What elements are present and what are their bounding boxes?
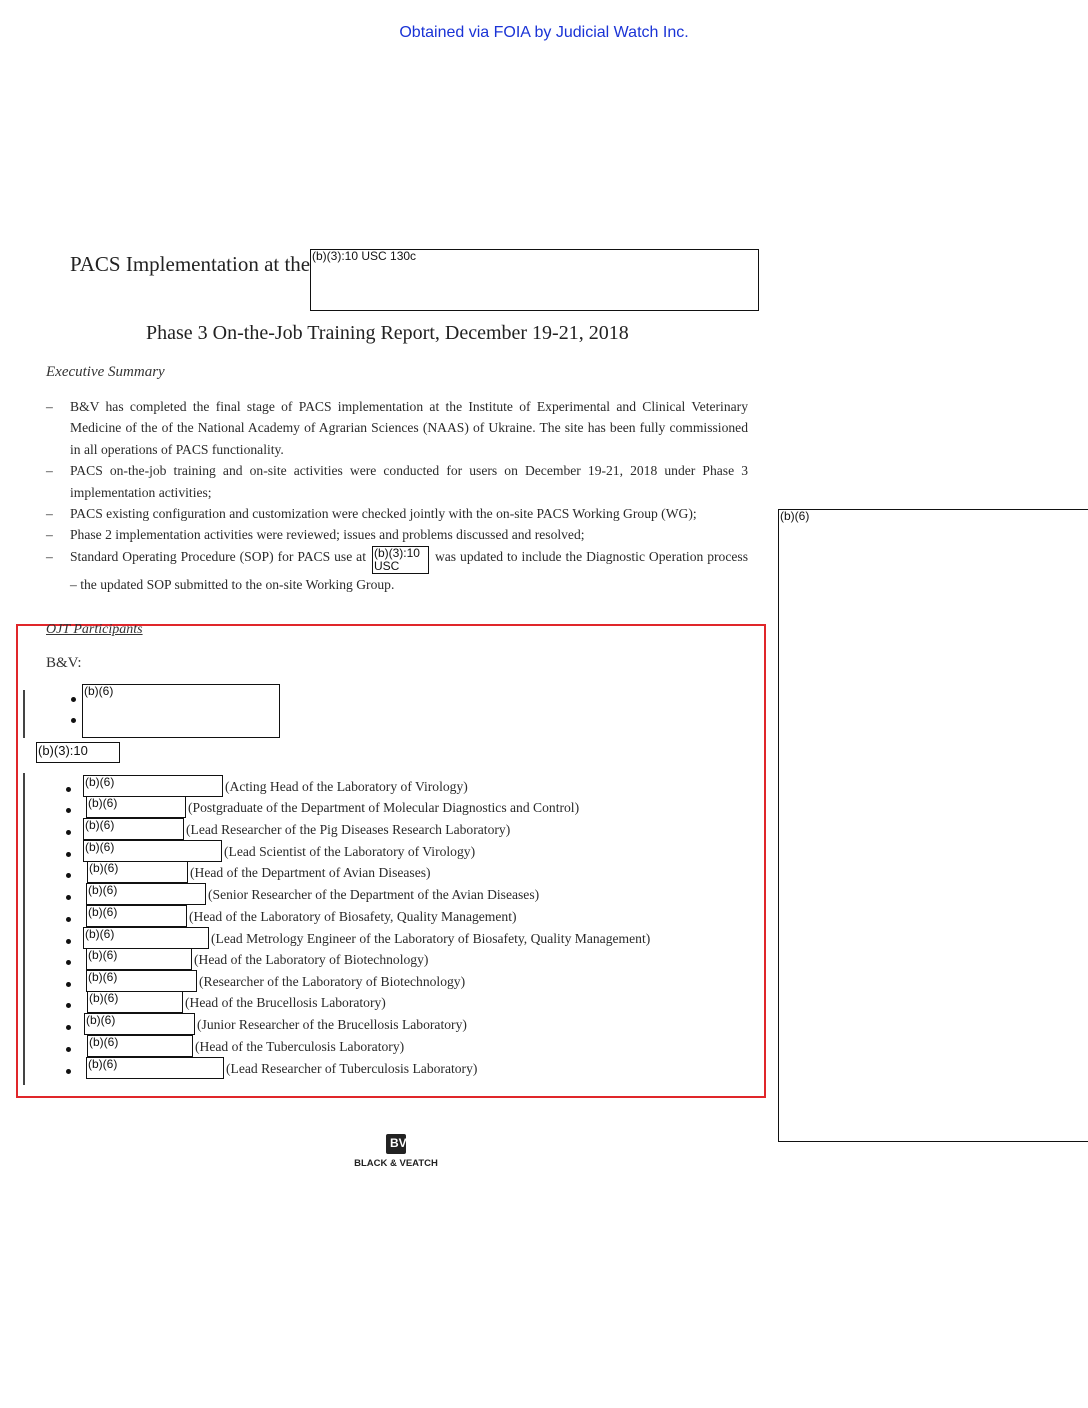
participant-role: (Postgraduate of the Department of Molecular Diagnostics and Control) xyxy=(188,800,580,815)
bullet-dot xyxy=(66,808,71,813)
participant-role: (Head of the Laboratory of Biotechnology) xyxy=(194,952,429,967)
bullet-dot xyxy=(66,830,71,835)
site-name-redaction: (b)(3):10 xyxy=(36,742,120,763)
participant-name-redaction: (b)(6) xyxy=(84,1013,195,1035)
bullet-dot xyxy=(66,873,71,878)
margin-line xyxy=(23,773,25,1085)
participant-name-redaction: (b)(6) xyxy=(86,883,206,905)
participant-role: (Researcher of the Laboratory of Biotechnology) xyxy=(199,974,466,989)
summary-bullet: – PACS on-the-job training and on-site activities were conducted for users on December 19-21, 2018 under Phase 3 implementation activities; xyxy=(46,463,748,500)
bv-participants-redaction: (b)(6) xyxy=(82,684,280,738)
participant-name-redaction: (b)(6) xyxy=(83,840,222,862)
participants-heading: OJT Participants xyxy=(46,622,143,637)
bullet-dot xyxy=(66,917,71,922)
participant-name-redaction: (b)(6) xyxy=(87,1035,193,1057)
bullet-dot xyxy=(66,852,71,857)
logo-mark: BV xyxy=(386,1134,406,1154)
bullet-dot xyxy=(66,787,71,792)
summary-bullet: – B&V has completed the final stage of PACS implementation at the Institute of Experimental and Clinical Veterinary Medicine of the of the National Academy of Agrarian Sciences (NAAS) of Ukraine. The site has been fully commissioned in all operations of PACS functionality. xyxy=(46,399,748,457)
margin-line xyxy=(23,690,25,738)
participant-name-redaction: (b)(6) xyxy=(86,970,197,992)
participant-role: (Senior Researcher of the Department of the Avian Diseases) xyxy=(208,887,540,902)
participant-name-redaction: (b)(6) xyxy=(83,927,209,949)
participant-role: (Lead Researcher of the Pig Diseases Research Laboratory) xyxy=(186,822,511,837)
participant-role: (Lead Metrology Engineer of the Laboratory of Biosafety, Quality Management) xyxy=(211,931,651,946)
bullet-dot xyxy=(66,939,71,944)
side-redaction: (b)(6) xyxy=(778,509,1088,1142)
participant-name-redaction: (b)(6) xyxy=(86,948,192,970)
foia-notice: Obtained via FOIA by Judicial Watch Inc. xyxy=(399,24,689,41)
bullet-dot xyxy=(66,895,71,900)
logo-text: BLACK & VEATCH xyxy=(354,1158,438,1169)
participant-name-redaction: (b)(6) xyxy=(83,818,184,840)
participant-role: (Head of the Laboratory of Biosafety, Quality Management) xyxy=(189,909,517,924)
participant-name-redaction: (b)(6) xyxy=(86,796,186,818)
bullet-dot xyxy=(66,1025,71,1030)
bullet-dot xyxy=(66,960,71,965)
bullet-dot xyxy=(71,697,76,702)
title-redaction: (b)(3):10 USC 130c xyxy=(310,249,759,311)
summary-bullet: – Phase 2 implementation activities were reviewed; issues and problems discussed and resolved; xyxy=(46,527,585,543)
participant-role: (Head of the Brucellosis Laboratory) xyxy=(185,995,386,1010)
participant-name-redaction: (b)(6) xyxy=(86,1057,224,1079)
participant-name-redaction: (b)(6) xyxy=(83,775,223,797)
bullet-dot xyxy=(66,1069,71,1074)
participant-name-redaction: (b)(6) xyxy=(87,991,183,1013)
participant-role: (Head of the Tuberculosis Laboratory) xyxy=(195,1039,405,1054)
report-subtitle: Phase 3 On-the-Job Training Report, December 19-21, 2018 xyxy=(146,322,629,344)
black-veatch-logo xyxy=(350,1134,442,1169)
participant-role: (Head of the Department of Avian Diseases) xyxy=(190,865,431,880)
executive-summary-heading: Executive Summary xyxy=(46,364,165,380)
participant-name-redaction: (b)(6) xyxy=(86,905,187,927)
bullet-dot xyxy=(66,1047,71,1052)
executive-summary-list xyxy=(46,396,748,595)
summary-bullet: – PACS existing configuration and customization were checked jointly with the on-site PACS Working Group (WG); xyxy=(46,506,697,522)
bullet-dot xyxy=(66,1003,71,1008)
participant-role: (Acting Head of the Laboratory of Virology) xyxy=(225,779,468,794)
sop-site-redaction: (b)(3):10 USC xyxy=(372,546,429,574)
bullet-dot xyxy=(66,982,71,987)
participant-role: (Lead Researcher of Tuberculosis Laboratory) xyxy=(226,1061,478,1076)
participant-name-redaction: (b)(6) xyxy=(87,861,188,883)
bv-label: B&V: xyxy=(46,655,82,671)
participant-role: (Lead Scientist of the Laboratory of Virology) xyxy=(224,844,476,859)
bullet-dot xyxy=(71,718,76,723)
summary-bullet-sop: – Standard Operating Procedure (SOP) for PACS use at (b)(3):10 USC was updated to include the Diagnostic Operation process – the updated SOP submitted to the on-site Working Group. xyxy=(46,545,749,592)
document-title: PACS Implementation at the xyxy=(70,252,311,276)
participant-role: (Junior Researcher of the Brucellosis Laboratory) xyxy=(197,1017,467,1032)
